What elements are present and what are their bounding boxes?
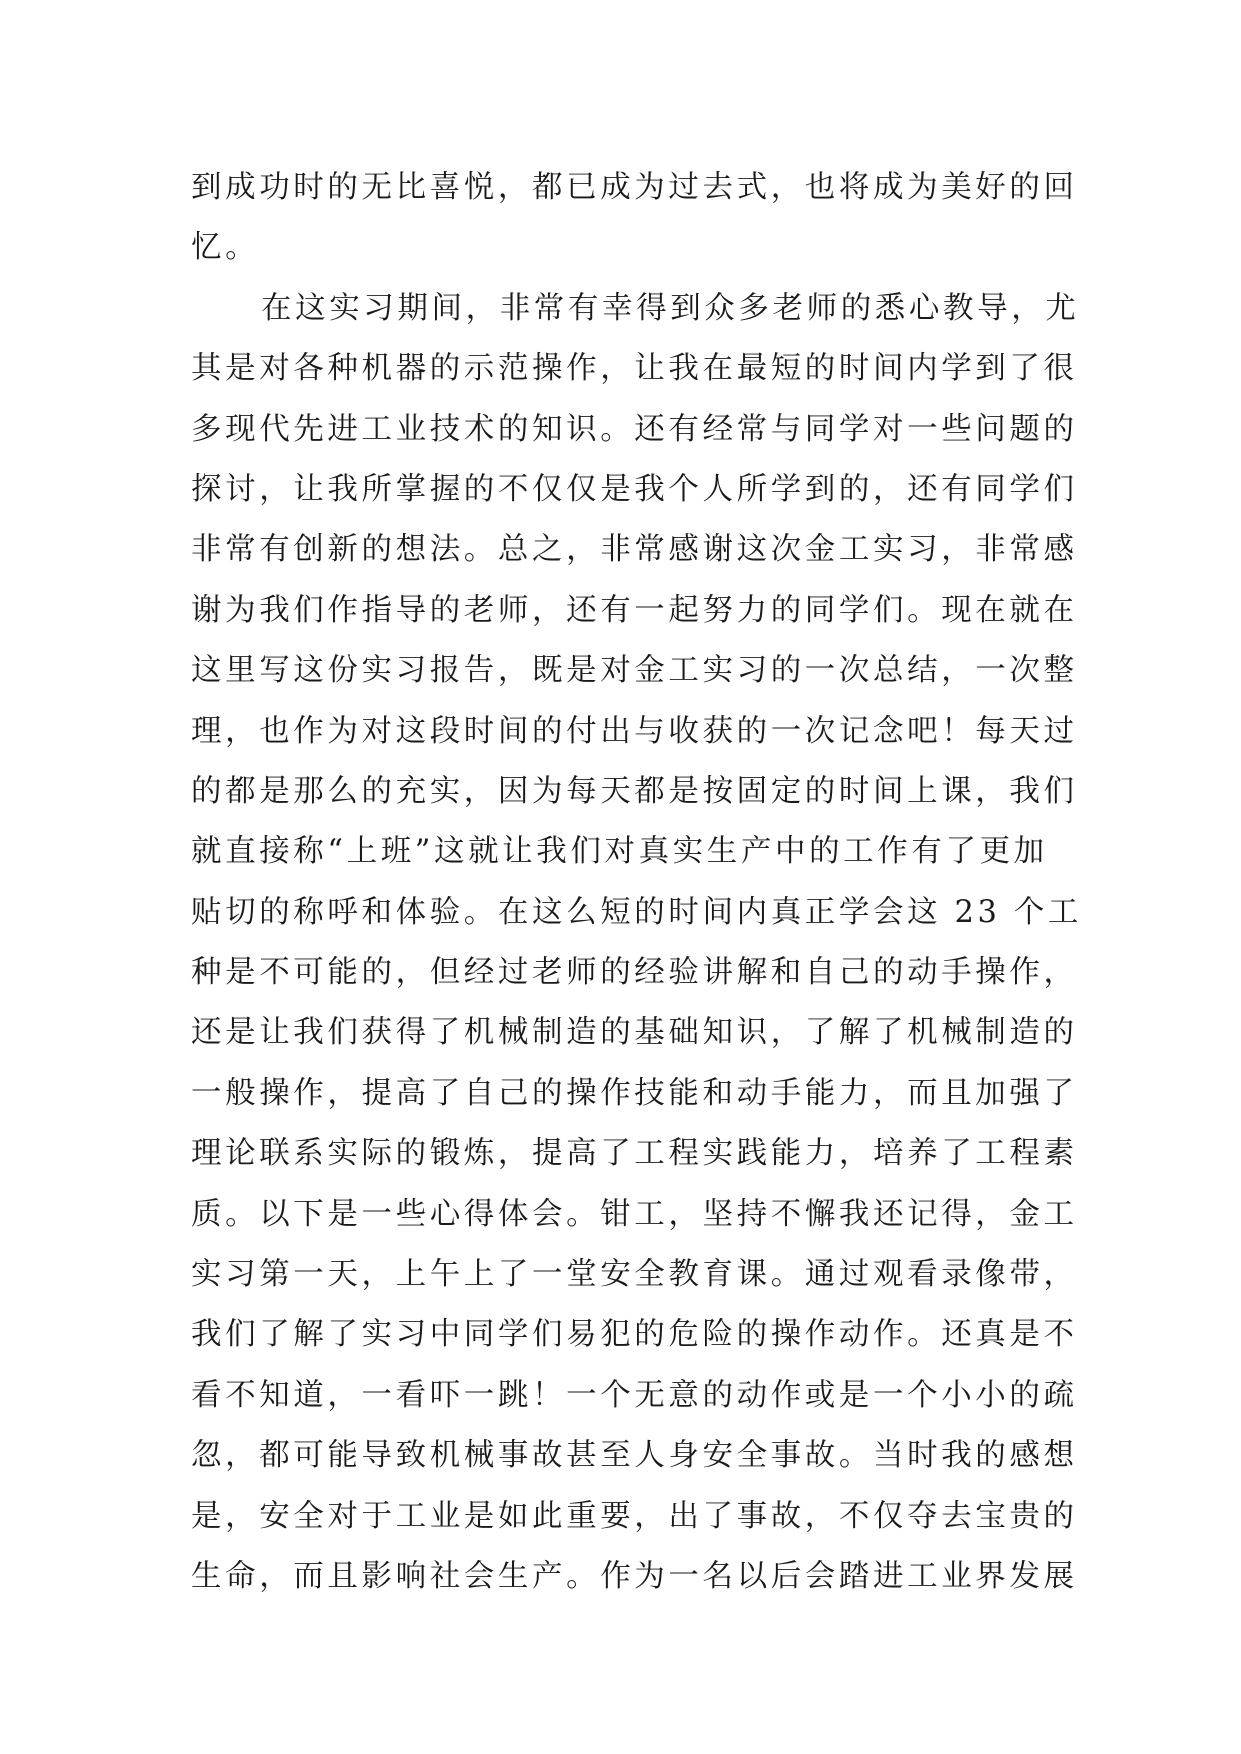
text-line: 忽，都可能导致机械事故甚至人身安全事故。当时我的感想 (191, 1438, 1078, 1474)
paragraph-first-line: 在这实习期间，非常有幸得到众多老师的悉心教导，尤 (261, 290, 1080, 326)
text-line: 看不知道，一看吓一跳！一个无意的动作或是一个小小的疏 (191, 1377, 1078, 1413)
text-line: 种是不可能的，但经过老师的经验讲解和自己的动手操作， (191, 955, 1078, 991)
text-line: 其是对各种机器的示范操作，让我在最短的时间内学到了很 (191, 351, 1078, 387)
text-line: 还是让我们获得了机械制造的基础知识，了解了机械制造的 (191, 1015, 1078, 1051)
text-line: 实习第一天，上午上了一堂安全教育课。通过观看录像带， (191, 1257, 1078, 1293)
text-line: 贴切的称呼和体验。在这么短的时间内真正学会这 23 个工 (191, 894, 1082, 930)
text-line: 理，也作为对这段时间的付出与收获的一次记念吧！每天过 (191, 713, 1078, 749)
text-line: 是，安全对于工业是如此重要，出了事故，不仅夺去宝贵的 (191, 1498, 1078, 1534)
text-line: 质。以下是一些心得体会。钳工，坚持不懈我还记得，金工 (191, 1196, 1078, 1232)
text-line: 理论联系实际的锻炼，提高了工程实践能力，培养了工程素 (191, 1136, 1078, 1172)
text-line: 忆。 (191, 230, 260, 266)
text-line: 多现代先进工业技术的知识。还有经常与同学对一些问题的 (191, 411, 1078, 447)
text-line: 就直接称“上班”这就让我们对真实生产中的工作有了更加 (191, 834, 1048, 870)
text-line: 一般操作，提高了自己的操作技能和动手能力，而且加强了 (191, 1075, 1078, 1111)
text-line: 我们了解了实习中同学们易犯的危险的操作动作。还真是不 (191, 1317, 1078, 1353)
text-line: 这里写这份实习报告，既是对金工实习的一次总结，一次整 (191, 653, 1078, 689)
text-line: 非常有创新的想法。总之，非常感谢这次金工实习，非常感 (191, 532, 1078, 568)
text-line: 生命，而且影响社会生产。作为一名以后会踏进工业界发展 (191, 1558, 1078, 1594)
text-line: 到成功时的无比喜悦，都已成为过去式，也将成为美好的回 (191, 170, 1078, 205)
body-text (191, 158, 1082, 1607)
text-line: 探讨，让我所掌握的不仅仅是我个人所学到的，还有同学们 (191, 471, 1078, 507)
text-line: 谢为我们作指导的老师，还有一起努力的同学们。现在就在 (191, 592, 1078, 628)
text-line: 的都是那么的充实，因为每天都是按固定的时间上课，我们 (191, 773, 1078, 809)
